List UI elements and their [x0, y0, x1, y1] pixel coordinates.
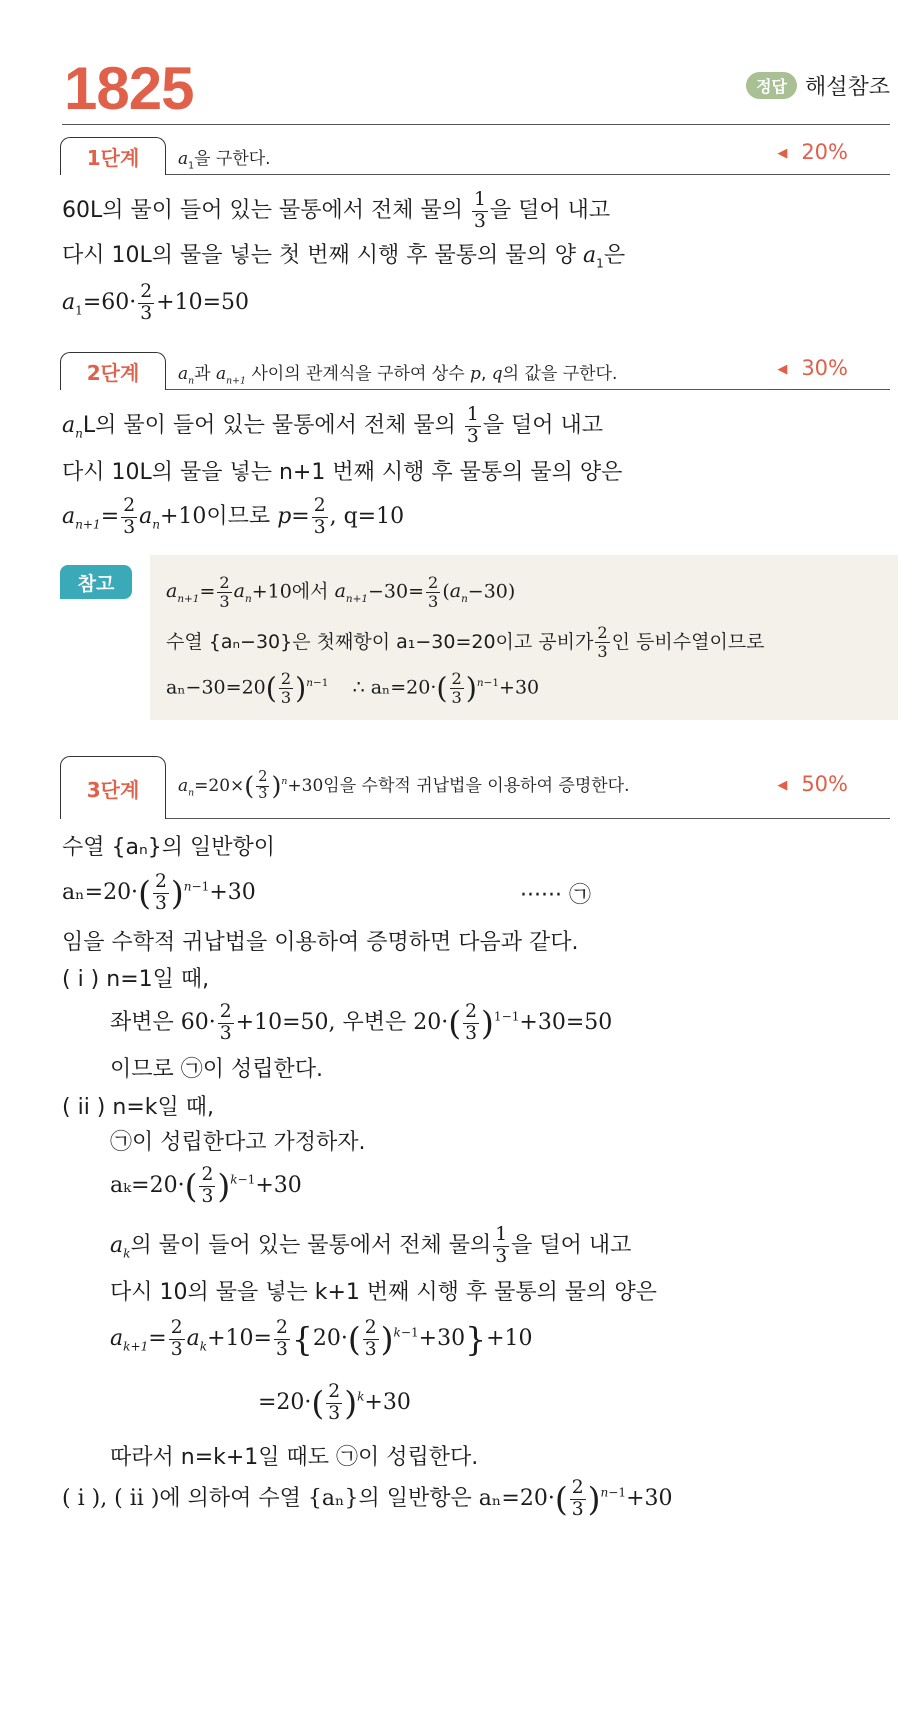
- stage1-line2: 다시 10L의 물을 넣는 첫 번째 시행 후 물통의 물의 양 $a_1$은: [62, 243, 626, 271]
- stage3-intro: 수열 {aₙ}의 일반항이: [62, 835, 275, 860]
- note-line2: 수열 {aₙ−30}은 첫째항이 a₁−30=20이고 공비가 $\frac{2}{3}$ 인 등비수열이므로: [166, 623, 765, 661]
- case1-line2: 이므로 ㉠이 성립한다.: [110, 1057, 323, 1082]
- stage3-percent: ◀ 50%: [777, 772, 848, 796]
- case2-line3: $a_k$의 물이 들어 있는 물통에서 전체 물의 $\frac{1}{3}$ 을 덜어 내고: [110, 1224, 632, 1267]
- stage1-label: 1단계: [60, 137, 166, 175]
- stage3-general-term: aₙ=20·( $\frac{2}{3}$ )$^{n-1}$+30: [62, 871, 256, 914]
- stage1-divider: [62, 174, 890, 175]
- stage2-description: $a_n$과 $a_{n+1}$ 사이의 관계식을 구하여 상수 p, q의 값을 구한다.: [178, 364, 618, 387]
- stage3-prove: 임을 수학적 귀납법을 이용하여 증명하면 다음과 같다.: [62, 930, 579, 955]
- note-badge: 참고: [60, 565, 132, 599]
- case1-head: ( i ) n=1일 때,: [62, 967, 210, 992]
- case1-line1: 좌변은 60· $\frac{2}{3}$ +10=50, 우변은 20·( $\frac{2}{3}$ )$^{1-1}$+30=50: [110, 1001, 613, 1044]
- equation-tag: ······ ㉠: [520, 883, 591, 908]
- stage1-description: $a_1$을 구한다.: [178, 149, 271, 172]
- stage2-percent: ◀ 30%: [777, 356, 848, 380]
- stage2-equation: $a_{n+1}=$ $\frac{2}{3}$ $a_n+10$이므로 p= $\frac{2}{3}$ , q=10: [62, 495, 405, 538]
- header-divider: [62, 124, 890, 125]
- stage1-percent: ◀ 20%: [777, 140, 848, 164]
- conclusion: ( i ), ( ii )에 의하여 수열 {aₙ}의 일반항은 aₙ=20·( $\frac{2}{3}$ )$^{n-1}$+30: [62, 1477, 673, 1520]
- case2-equation2: $a_{k+1}=$ $\frac{2}{3}$ $a_k+10=$ $\frac{2}{3}$ {20·( $\frac{2}{3}$ )$^{k-1}$+30}+10: [110, 1317, 533, 1360]
- case2-line4: 다시 10의 물을 넣는 k+1 번째 시행 후 물통의 물의 양은: [110, 1280, 657, 1305]
- case2-equation3: =20·( $\frac{2}{3}$ )$^k$+30: [258, 1381, 411, 1424]
- note-line1: $a_{n+1}=$ $\frac{2}{3}$ $a_n+10$에서 $a_{n+1}-30=$ $\frac{2}{3}$ $(a_n-30)$: [166, 573, 516, 611]
- problem-number: 1825: [64, 55, 194, 122]
- case2-head: ( ii ) n=k일 때,: [62, 1095, 214, 1120]
- stage2-divider: [62, 389, 890, 390]
- stage3-divider: [62, 818, 890, 819]
- note-line3: aₙ−30=20( $\frac{2}{3}$ )$^{n-1}$ ∴ aₙ=20·( $\frac{2}{3}$ )$^{n-1}$+30: [166, 669, 540, 707]
- stage2-label: 2단계: [60, 352, 166, 390]
- answer-badge: 정답: [746, 72, 797, 99]
- case2-equation: aₖ=20·( $\frac{2}{3}$ )$^{k-1}$+30: [110, 1164, 302, 1207]
- stage2-line1: $a_nL$의 물이 들어 있는 물통에서 전체 물의 $\frac{1}{3}$ 을 덜어 내고: [62, 404, 604, 447]
- answer-reference: [746, 70, 890, 101]
- stage3-description: $a_n=20\times$( $\frac{2}{3}$ )$^n$+30임을 수학적 귀납법을 이용하여 증명한다.: [178, 769, 630, 802]
- stage2-line2: 다시 10L의 물을 넣는 n+1 번째 시행 후 물통의 물의 양은: [62, 460, 623, 485]
- case2-line1: ㉠이 성립한다고 가정하자.: [110, 1130, 366, 1155]
- stage1-equation: $a_1=60\cdot$ $\frac{2}{3}$ +10=50: [62, 281, 249, 324]
- stage1-line1: 60L의 물이 들어 있는 물통에서 전체 물의 $\frac{1}{3}$ 을 덜어 내고: [62, 189, 611, 232]
- stage3-label: 3단계: [60, 756, 166, 819]
- case2-end: 따라서 n=k+1일 때도 ㉠이 성립한다.: [110, 1445, 479, 1470]
- answer-ref-text: 해설참조: [804, 75, 890, 100]
